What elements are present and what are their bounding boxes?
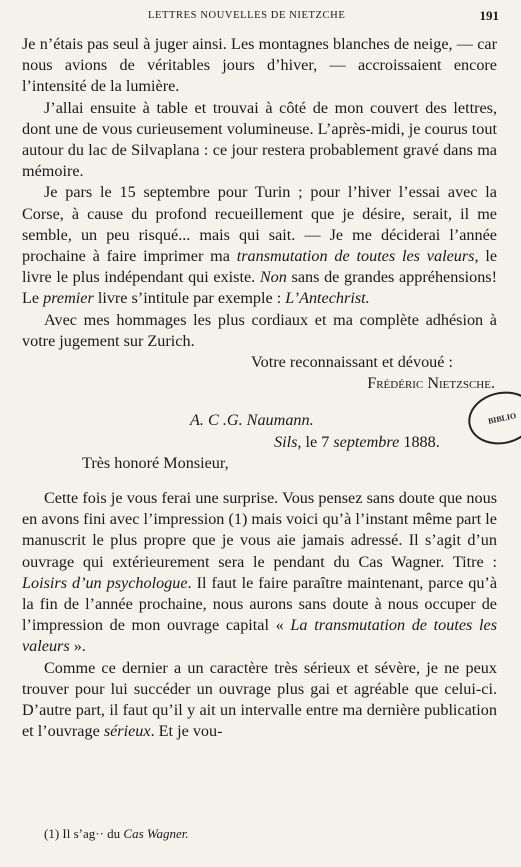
italic-run: Non — [259, 268, 287, 287]
recipient — [22, 410, 497, 431]
text-run: . Et je vou- — [150, 722, 223, 741]
date-le: le 7 — [305, 432, 334, 451]
date-year: 1888. — [399, 432, 440, 451]
salutation: Très honoré Monsieur, — [82, 453, 229, 472]
footnote-italic: Cas Wagner. — [123, 826, 189, 841]
footnote — [44, 826, 189, 842]
italic-run: L’Antechrist. — [285, 289, 370, 308]
stamp-text: BIBLIO — [487, 410, 517, 426]
paragraph — [22, 658, 497, 743]
paragraph: Je n’étais pas seul à juger ainsi. Les montagnes blanches de neige, — car nous avions de véritables jours d’hiver, — accroissaient encore l’intensité de la lumière. — [22, 35, 497, 96]
letter-heading — [22, 410, 497, 452]
italic-run: Loisirs d’un psychologue — [22, 573, 188, 592]
recipient-name: A. C .G. Naumann. — [190, 411, 314, 430]
text-run: Comme ce dernier a un caractère très sérieux et sévère, je ne peux trouver pour lui succéder un ouvrage plus gai et agréable que celui-ci. D’autre part, il faut qu’il y ait un intervalle entre ma dernière publication et l’ouvrage — [22, 658, 497, 741]
spacer — [22, 474, 497, 488]
footnote-text: (1) Il s’ag·· du — [44, 826, 124, 841]
paragraph: Avec mes hommages les plus cordiaux et ma complète adhésion à votre jugement sur Zurich. — [22, 310, 497, 350]
text-run: sans de grandes appréhensions! Le — [22, 268, 497, 308]
signature: Frédéric Nietzsche. — [367, 374, 495, 393]
italic-run: premier — [43, 289, 94, 308]
paragraph — [22, 182, 497, 309]
header-title: LETTRES NOUVELLES DE NIETZCHE — [148, 10, 346, 21]
date-month: septembre — [333, 432, 400, 451]
closing: Votre reconnaissant et dévoué : — [251, 353, 453, 372]
text-run: livre s’intitule par exemple : — [93, 289, 286, 308]
page-body — [22, 34, 497, 743]
text-run: , le livre le plus indépendant qui existe. — [22, 247, 497, 287]
page-number: 191 — [479, 8, 499, 23]
text-run: ». — [69, 637, 86, 656]
text-run: Je pars le 15 septembre pour Turin ; pour l’hiver l’essai avec la Corse, à cause du profond recueillement que je désire, serait, il me semble, un peu risqué... mais qui sait. — Je me déciderai l’année prochaine à faire imprimer ma — [22, 183, 497, 266]
running-header — [0, 8, 521, 26]
paragraph: J’allai ensuite à table et trouvai à côté de mon couvert des lettres, dont une de vous curieusement volumineuse. L’après-midi, je courus tout autour du lac de Silvaplana : ce jour restera probablement gravé dans ma mémoire. — [22, 98, 497, 181]
italic-run: sérieux — [103, 722, 151, 741]
italic-run: La transmutation de toutes les valeurs — [22, 616, 497, 656]
text-run: Cette fois je vous ferai une surprise. Vous pensez sans doute que nous en avons fini avec l’impression (1) mais voici qu’à l’instant même part le manuscrit le plus propre que je vous aie jamais adressé. Il s’agit d’un ouvrage qui extérieurement sera le pendant du Cas Wagner. Titre : — [22, 489, 497, 571]
paragraph — [22, 488, 497, 658]
italic-run: transmutation de toutes les valeurs — [236, 247, 475, 266]
date-line — [22, 432, 497, 453]
place: Sils, — [274, 432, 306, 451]
text-run: . Il faut le faire paraître maintenant, parce qu’à la fin de l’année prochaine, nous aurons sans doute à nous occuper de l’impression de mon ouvrage capital « — [22, 573, 498, 635]
